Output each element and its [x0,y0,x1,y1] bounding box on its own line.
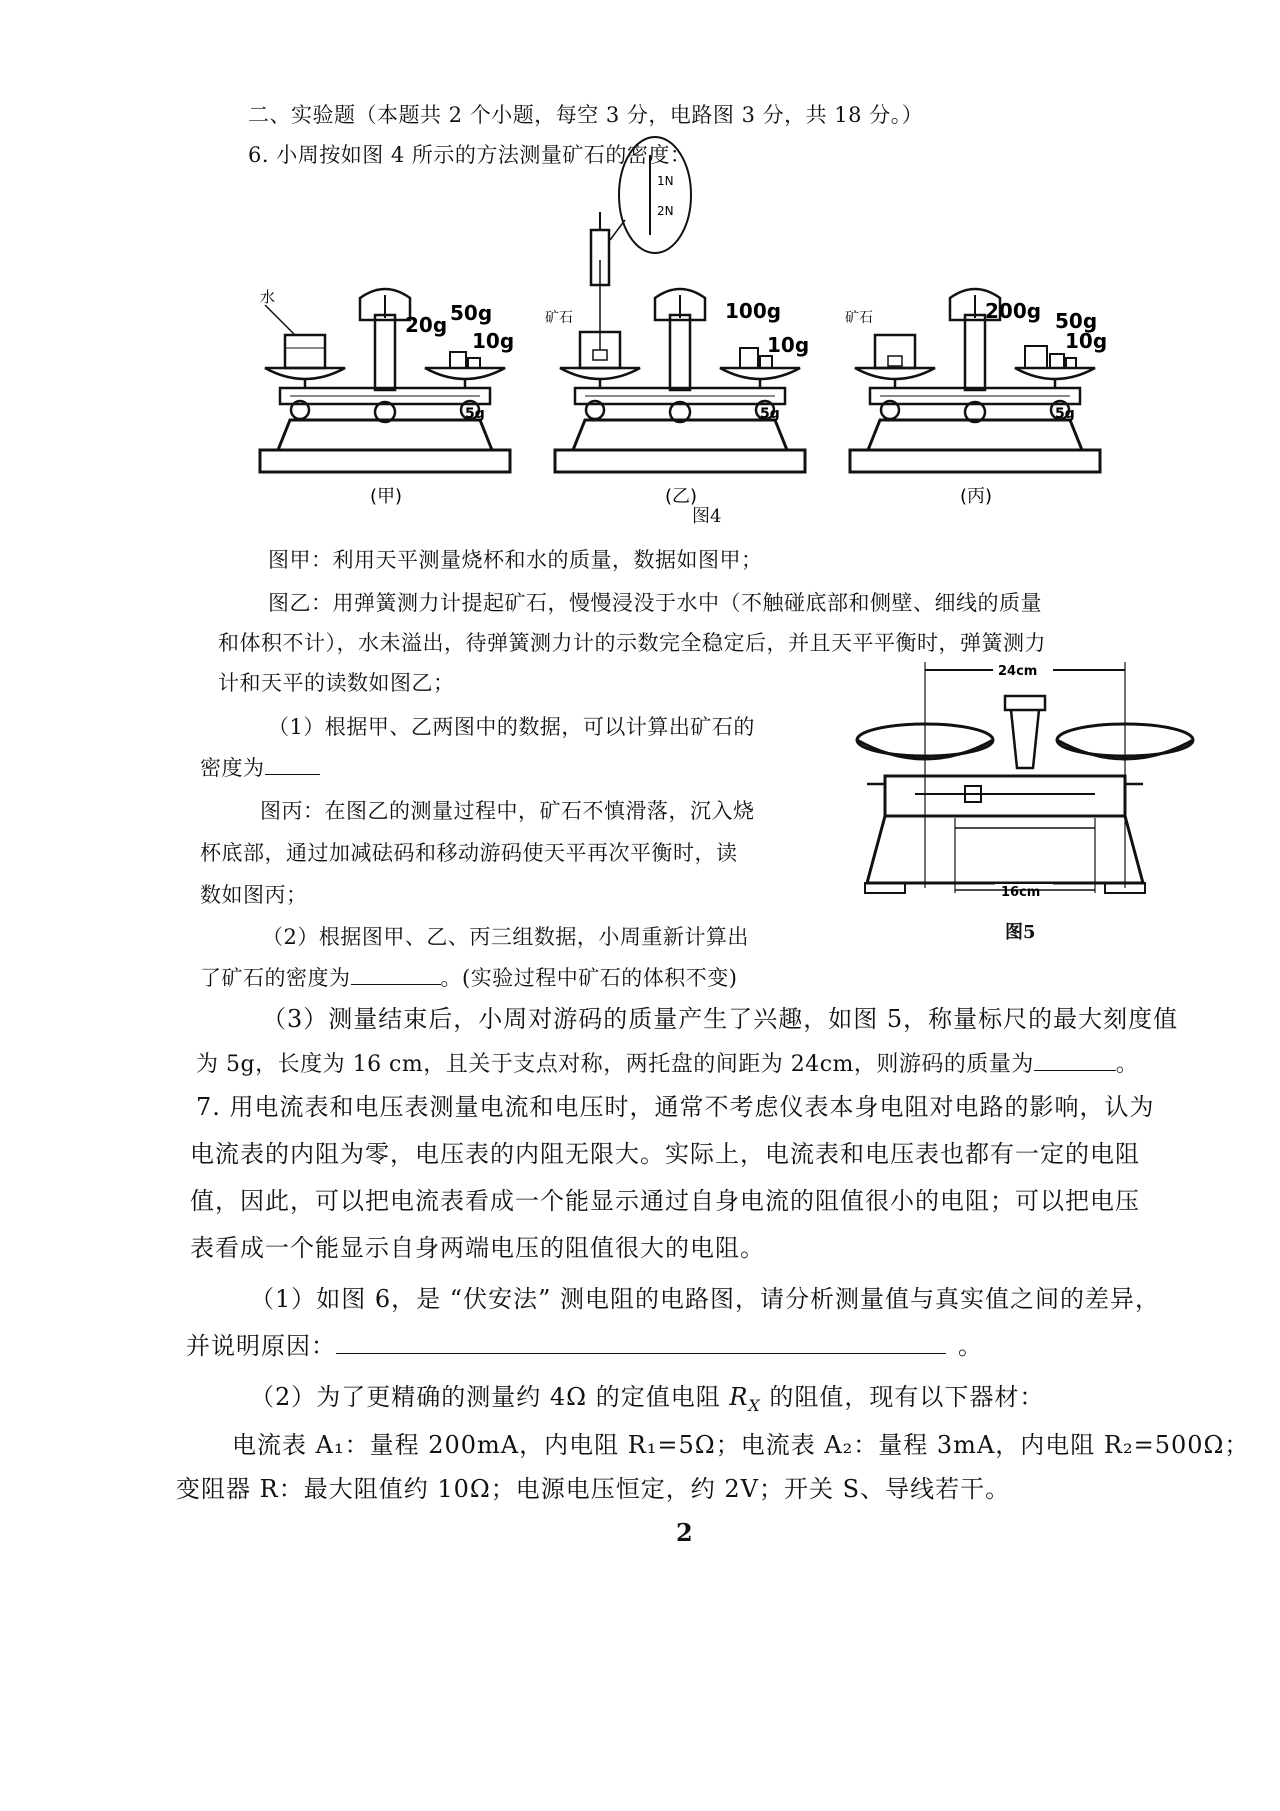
weight-label: 20g [405,313,448,337]
desc-jia: 图甲：利用天平测量烧杯和水的质量，数据如图甲； [268,548,763,572]
figure-4-caption: 图4 [692,506,722,527]
section-header: 二、实验题（本题共 2 个小题，每空 3 分，电路图 3 分，共 18 分。） [248,103,924,127]
answer-blank[interactable] [351,962,441,985]
q7-line-1: 7. 用电流表和电压表测量电流和电压时，通常不考虑仪表本身电阻对电路的影响，认为 [196,1093,1155,1121]
part-3-line-2: 为 5g，长度为 16 cm，且关于支点对称，两托盘的间距为 24cm，则游码的质量为 。 [196,1048,1138,1080]
panel-sublabel: (丙) [960,486,993,507]
part-2-line-2: 了矿石的密度为 。(实验过程中矿石的体积不变) [200,962,737,993]
desc-yi-line-1: 图乙：用弹簧测力计提起矿石，慢慢浸没于水中（不触碰底部和侧壁、细线的质量 [268,591,1042,615]
q7-part-1-line-1: （1）如图 6，是 “伏安法” 测电阻的电路图，请分析测量值与真实值之间的差异， [250,1285,1160,1313]
balance-panel-bing [845,289,1107,507]
q7-line-3: 值，因此，可以把电流表看成一个能显示通过自身电流的阻值很小的电阻；可以把电压 [190,1187,1140,1215]
desc-yi-line-3: 计和天平的读数如图乙； [218,671,455,695]
figure-5-caption: 图5 [1005,922,1036,943]
spring-scale-label-2n: 2N [657,204,674,218]
answer-blank[interactable] [1034,1048,1116,1071]
q7-line-2: 电流表的内阻为零，电压表的内阻无限大。实际上，电流表和电压表也都有一定的电阻 [190,1140,1140,1168]
panel-sublabel: (乙) [665,486,698,507]
panel-sublabel: (甲) [370,486,403,507]
q7-line-4: 表看成一个能显示自身两端电压的阻值很大的电阻。 [190,1234,765,1262]
part-2-line-1: （2）根据图甲、乙、丙三组数据，小周重新计算出 [262,925,749,949]
q7-equipment-line-2: 变阻器 R：最大阻值约 10Ω；电源电压恒定，约 2V；开关 S、导线若干。 [176,1475,1011,1503]
desc-bing-line-1: 图丙：在图乙的测量过程中，矿石不慎滑落，沉入烧 [260,799,755,823]
item-label: 矿石 [545,310,573,326]
weight-label: 50g [1055,309,1098,333]
q7-equipment-line-1: 电流表 A₁：量程 200mA，内电阻 R₁=5Ω；电流表 A₂：量程 3mA，内电阻 R₂=500Ω； [232,1431,1250,1459]
weight-label: 10g [767,333,810,357]
balance-panel-yi [545,137,809,507]
question-6-intro: 6. 小周按如图 4 所示的方法测量矿石的密度： [248,143,692,167]
bottom-dimension: 16cm [1001,885,1041,900]
page-number: 2 [676,1518,693,1547]
desc-yi-line-2: 和体积不计），水未溢出，待弹簧测力计的示数完全稳定后，并且天平平衡时，弹簧测力 [218,631,1046,655]
part-3-line-1: （3）测量结束后，小周对游码的质量产生了兴趣，如图 5，称量标尺的最大刻度值 [262,1005,1179,1033]
answer-blank[interactable] [265,752,320,775]
weight-label: 10g [472,329,515,353]
item-label: 水 [260,288,276,306]
figure-5 [845,658,1175,918]
weight-label: 10g [1065,329,1108,353]
weight-label: 200g [985,299,1042,323]
part-1-line-1: （1）根据甲、乙两图中的数据，可以计算出矿石的 [268,715,755,739]
rider-label: 5g [465,406,485,422]
q7-part-2-intro: （2）为了更精确的测量约 4Ω 的定值电阻 $R_X$ 的阻值，现有以下器材： [250,1383,1045,1415]
q7-part-1-line-2: 并说明原因： 。 [186,1332,983,1360]
weight-label: 100g [725,299,782,323]
rider-label: 5g [760,406,780,422]
figure-4 [240,174,1120,507]
part-1-line-2: 密度为 [200,752,320,783]
desc-bing-line-2: 杯底部，通过加减砝码和移动游码使天平再次平衡时，读 [200,841,738,865]
spring-scale-label-1n: 1N [657,174,674,188]
top-dimension: 24cm [998,664,1038,679]
desc-bing-line-3: 数如图丙； [200,883,308,907]
answer-blank[interactable] [336,1331,946,1354]
item-label: 矿石 [845,310,873,326]
weight-label: 50g [450,301,493,325]
balance-panel-jia [260,288,514,507]
rider-label: 5g [1055,406,1075,422]
